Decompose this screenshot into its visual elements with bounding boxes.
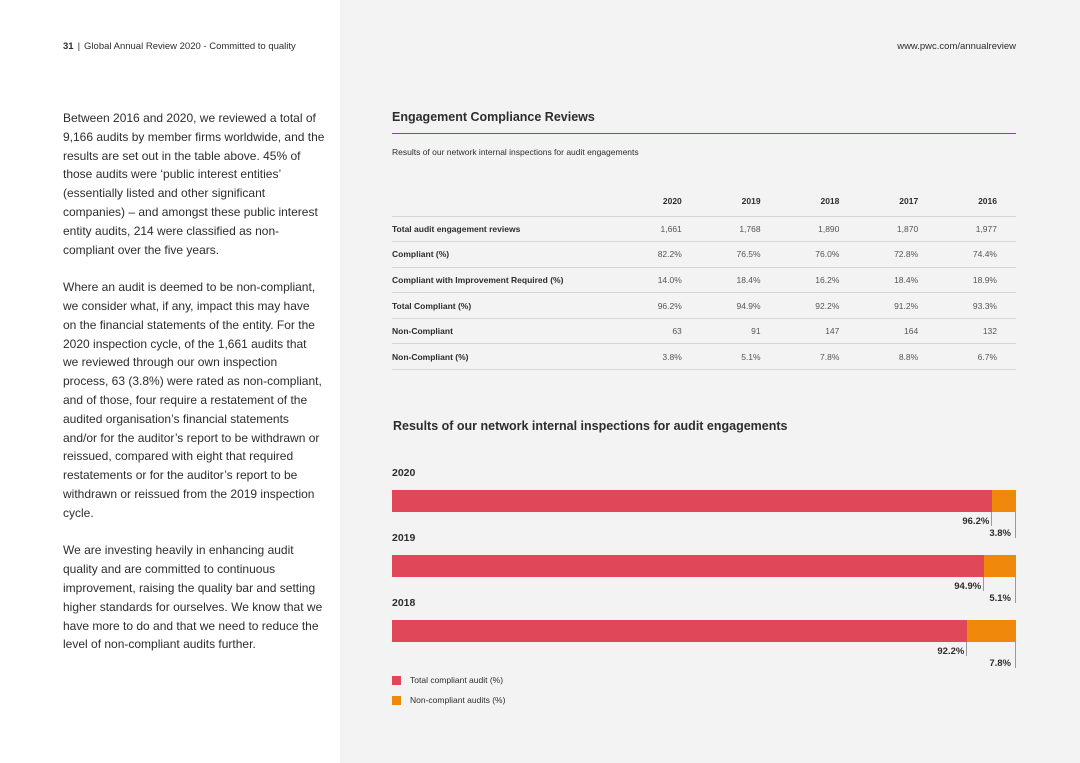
data-label-compliant: 96.2% (962, 516, 990, 527)
table-cell: 6.7% (937, 344, 1016, 370)
legend-label: Non-compliant audits (%) (410, 695, 506, 705)
table-cell: 94.9% (701, 293, 780, 319)
table-cell: 91 (701, 318, 780, 344)
table-row (392, 293, 1016, 319)
table-cell: 14.0% (622, 267, 701, 293)
row-label: Total audit engagement reviews (392, 216, 622, 242)
data-label-non-compliant: 5.1% (989, 593, 1011, 604)
table-row (392, 344, 1016, 370)
table-cell: 147 (780, 318, 859, 344)
table-cell: 74.4% (937, 242, 1016, 268)
table-cell: 3.8% (622, 344, 701, 370)
table-subtitle: Results of our network internal inspections for audit engagements (392, 147, 639, 157)
table-cell: 1,977 (937, 216, 1016, 242)
table-cell: 72.8% (858, 242, 937, 268)
legend-swatch (392, 676, 401, 685)
body-text (63, 109, 325, 673)
document-title: Global Annual Review 2020 - Committed to quality (84, 41, 296, 52)
table-row (392, 242, 1016, 268)
table-cell: 91.2% (858, 293, 937, 319)
chart-legend (392, 670, 505, 710)
bar-compliant (392, 620, 967, 642)
body-paragraph-1: Between 2016 and 2020, we reviewed a total of 9,166 audits by member firms worldwide, and the results are set out in the table above. 45% of those audits were ‘public interest entities’ (essentially listed and other significant companies) – and amongst these public interest entity audits, 214 were classified as non-compliant over the five years. (63, 111, 325, 257)
bar-tick-non-compliant (1015, 512, 1016, 538)
row-label: Total Compliant (%) (392, 293, 622, 319)
table-cell: 76.5% (701, 242, 780, 268)
table-cell: 1,768 (701, 216, 780, 242)
bar-non-compliant (967, 620, 1016, 642)
row-label: Non-Compliant (392, 318, 622, 344)
header-separator: | (77, 41, 81, 52)
title-rule (392, 133, 1016, 134)
body-paragraph-3: We are investing heavily in enhancing audit quality and are committed to continuous improvement, raising the quality bar and setting higher standards for ourselves. We know that we have more to do and that we need to reduce the level of non-compliant audits further. (63, 543, 323, 652)
col-header: 2018 (780, 186, 859, 216)
data-label-non-compliant: 3.8% (989, 528, 1011, 539)
bar-tick-compliant (991, 512, 992, 526)
table-cell: 164 (858, 318, 937, 344)
table-cell: 18.4% (701, 267, 780, 293)
table-cell: 18.4% (858, 267, 937, 293)
legend-item (392, 670, 505, 690)
table-title: Engagement Compliance Reviews (392, 110, 595, 124)
header-url[interactable]: www.pwc.com/annualreview (897, 41, 1016, 52)
bar-compliant (392, 490, 992, 512)
table-cell: 1,890 (780, 216, 859, 242)
bar-compliant (392, 555, 984, 577)
table-cell: 8.8% (858, 344, 937, 370)
body-paragraph-2: Where an audit is deemed to be non-compliant, we consider what, if any, impact this may have on the financial statements of the entity. For the 2020 inspection cycle, of the 1,661 audits that we reviewed through our own inspection process, 63 (3.8%) were rated as non-compliant, and of those, four require a restatement of the audited organisation’s financial statements and/or for the auditor’s report to be withdrawn or reissued, compared with eight that required restatements or for the auditor’s report to be withdrawn or reissued from the 2019 inspection cycle. (63, 280, 322, 520)
bar-non-compliant (992, 490, 1016, 512)
table-cell: 5.1% (701, 344, 780, 370)
legend-item (392, 690, 505, 710)
col-header: 2017 (858, 186, 937, 216)
table-header-blank (392, 186, 622, 216)
table-cell: 93.3% (937, 293, 1016, 319)
row-label: Non-Compliant (%) (392, 344, 622, 370)
table-row (392, 318, 1016, 344)
row-label: Compliant (%) (392, 242, 622, 268)
legend-label: Total compliant audit (%) (410, 675, 504, 685)
table-cell: 76.0% (780, 242, 859, 268)
table-cell: 18.9% (937, 267, 1016, 293)
chart-title: Results of our network internal inspections for audit engagements (393, 419, 788, 433)
stacked-bar-chart (392, 463, 1017, 673)
table-row (392, 267, 1016, 293)
data-label-compliant: 94.9% (954, 581, 982, 592)
table-header-row (392, 186, 1016, 216)
data-label-non-compliant: 7.8% (989, 658, 1011, 669)
table-cell: 1,870 (858, 216, 937, 242)
table-cell: 82.2% (622, 242, 701, 268)
bar-tick-compliant (966, 642, 967, 656)
legend-swatch (392, 696, 401, 705)
bar-tick-non-compliant (1015, 642, 1016, 668)
bar-tick-non-compliant (1015, 577, 1016, 603)
table-cell: 92.2% (780, 293, 859, 319)
table-cell: 16.2% (780, 267, 859, 293)
table-row (392, 216, 1016, 242)
compliance-table (392, 186, 1016, 370)
bar-tick-compliant (983, 577, 984, 591)
row-label: Compliant with Improvement Required (%) (392, 267, 622, 293)
page-header (63, 41, 296, 52)
bar-non-compliant (984, 555, 1016, 577)
bar-category-label: 2019 (392, 532, 416, 544)
bar-category-label: 2020 (392, 467, 416, 479)
page-number: 31 (63, 41, 74, 52)
table-cell: 132 (937, 318, 1016, 344)
col-header: 2019 (701, 186, 780, 216)
table-cell: 96.2% (622, 293, 701, 319)
col-header: 2020 (622, 186, 701, 216)
table-cell: 1,661 (622, 216, 701, 242)
data-label-compliant: 92.2% (937, 646, 965, 657)
bar-category-label: 2018 (392, 597, 416, 609)
table-cell: 7.8% (780, 344, 859, 370)
table-cell: 63 (622, 318, 701, 344)
col-header: 2016 (937, 186, 1016, 216)
